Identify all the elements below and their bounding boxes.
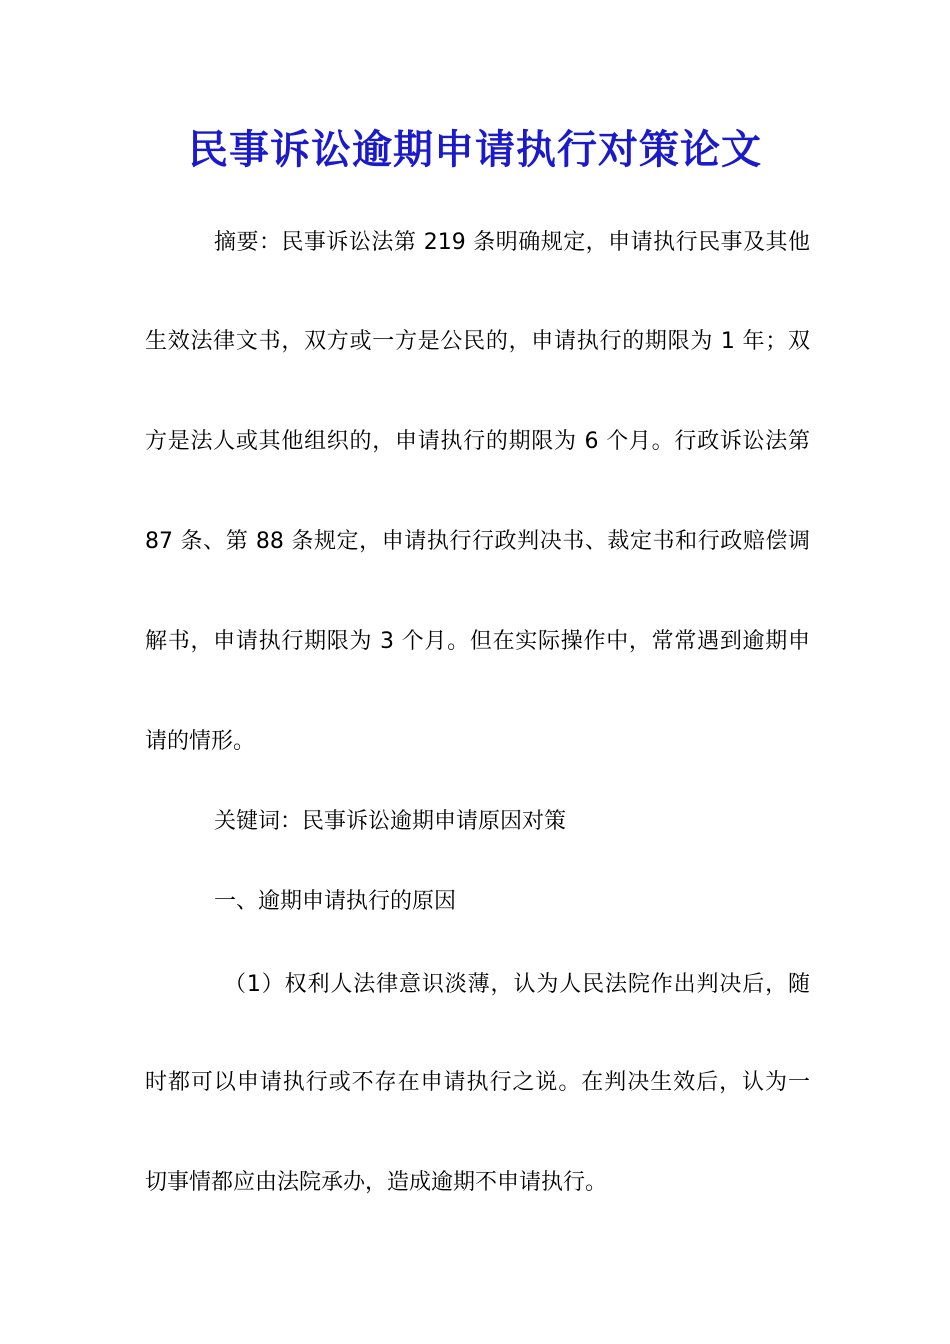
abstract-line-2: 生效法律文书，双方或一方是公民的，申请执行的期限为 1 年；双 bbox=[145, 329, 810, 354]
abstract-line-3: 方是法人或其他组织的，申请执行的期限为 6 个月。行政诉讼法第 bbox=[145, 429, 810, 454]
abstract-line-5: 解书，申请执行期限为 3 个月。但在实际操作中，常常遇到逾期申 bbox=[145, 629, 810, 654]
keywords-line: 关键词：民事诉讼逾期申请原因对策 bbox=[214, 809, 567, 834]
abstract-line-1: 摘要：民事诉讼法第 219 条明确规定，申请执行民事及其他 bbox=[214, 230, 810, 255]
section-heading: 一、逾期申请执行的原因 bbox=[214, 889, 457, 914]
abstract-line-6: 请的情形。 bbox=[145, 729, 256, 754]
document-title: 民事诉讼逾期申请执行对策论文 bbox=[188, 126, 762, 173]
abstract-line-4: 87 条、第 88 条规定，申请执行行政判决书、裁定书和行政赔偿调 bbox=[145, 529, 810, 554]
paragraph-line-1: （1）权利人法律意识淡薄，认为人民法院作出判决后，随 bbox=[224, 972, 810, 997]
paragraph-line-2: 时都可以申请执行或不存在申请执行之说。在判决生效后，认为一 bbox=[145, 1070, 810, 1095]
paragraph-line-3: 切事情都应由法院承办，造成逾期不申请执行。 bbox=[145, 1170, 608, 1195]
